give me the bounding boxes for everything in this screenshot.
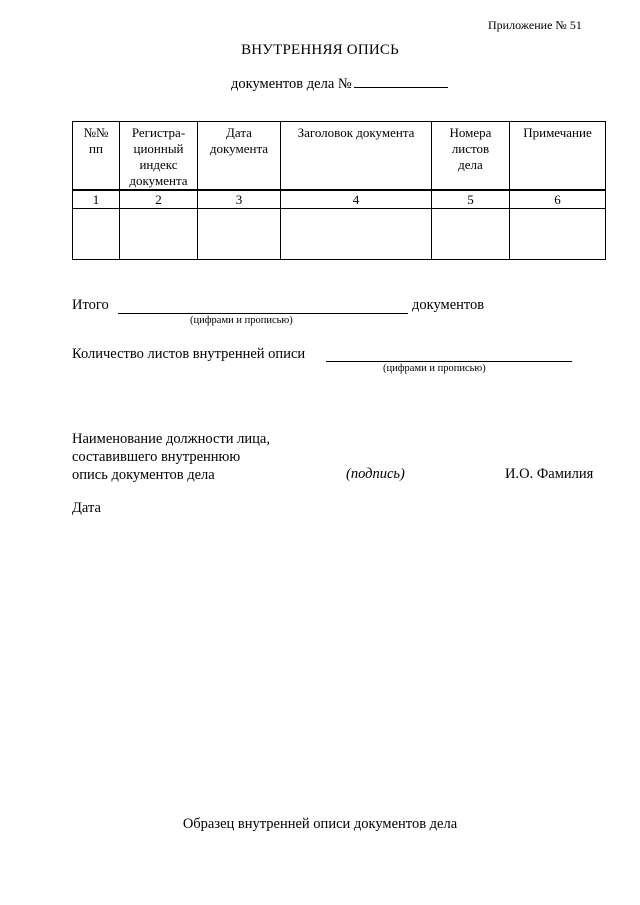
total-label: Итого: [72, 297, 109, 313]
appendix-number: Приложение № 51: [488, 18, 582, 32]
document-subtitle: [231, 73, 448, 93]
position-line: Наименование должности лица,: [72, 431, 270, 447]
signatory-position: [72, 430, 312, 484]
sheets-count-label: Количество листов внутренней описи: [72, 346, 306, 362]
signatory-name: И.О. Фамилия: [505, 466, 594, 482]
header-cell-sheet-numbers: [432, 122, 510, 191]
empty-cell: [73, 209, 120, 260]
column-number: 6: [510, 190, 606, 209]
document-title: ВНУТРЕННЯЯ ОПИСЬ: [241, 42, 399, 58]
header-line: Номера: [449, 125, 492, 140]
header-line: Дата: [226, 125, 252, 140]
total-blank-line: [118, 313, 408, 314]
table-row: [73, 209, 606, 260]
inventory-table: [72, 121, 606, 260]
column-number: 3: [198, 190, 281, 209]
column-number: 2: [120, 190, 198, 209]
document-caption: Образец внутренней описи документов дела: [182, 816, 458, 832]
table-header-row: [73, 122, 606, 191]
header-line: индекс: [139, 157, 178, 172]
header-cell-date: [198, 122, 281, 191]
header-line: пп: [89, 141, 103, 156]
header-line: дела: [458, 157, 483, 172]
header-line: Регистра-: [131, 125, 186, 140]
header-line: Заголовок документа: [297, 125, 415, 140]
header-cell-reg-index: [120, 122, 198, 191]
header-line: Примечание: [523, 125, 592, 140]
total-hint: (цифрами и прописью): [190, 315, 293, 326]
empty-cell: [198, 209, 281, 260]
header-cell-note: [510, 122, 606, 191]
header-cell-number: [73, 122, 120, 191]
column-number: 4: [281, 190, 432, 209]
position-line: опись документов дела: [72, 467, 215, 483]
sheets-hint: (цифрами и прописью): [383, 363, 486, 374]
header-line: документа: [209, 141, 269, 156]
position-line: составившего внутреннюю: [72, 449, 241, 465]
subtitle-text: документов дела №: [231, 76, 352, 92]
header-line: ционный: [133, 141, 184, 156]
sheets-blank-line: [326, 361, 572, 362]
column-number: 5: [432, 190, 510, 209]
header-line: листов: [451, 141, 490, 156]
column-numbers-row: [73, 190, 606, 209]
header-line: №№: [83, 125, 109, 140]
total-suffix: документов: [412, 297, 485, 313]
header-cell-heading: [281, 122, 432, 191]
empty-cell: [510, 209, 606, 260]
empty-cell: [120, 209, 198, 260]
header-line: документа: [129, 173, 188, 188]
signature-placeholder: (подпись): [346, 466, 405, 482]
date-label: Дата: [72, 500, 101, 516]
case-number-blank: [354, 73, 448, 88]
empty-cell: [281, 209, 432, 260]
empty-cell: [432, 209, 510, 260]
column-number: 1: [73, 190, 120, 209]
